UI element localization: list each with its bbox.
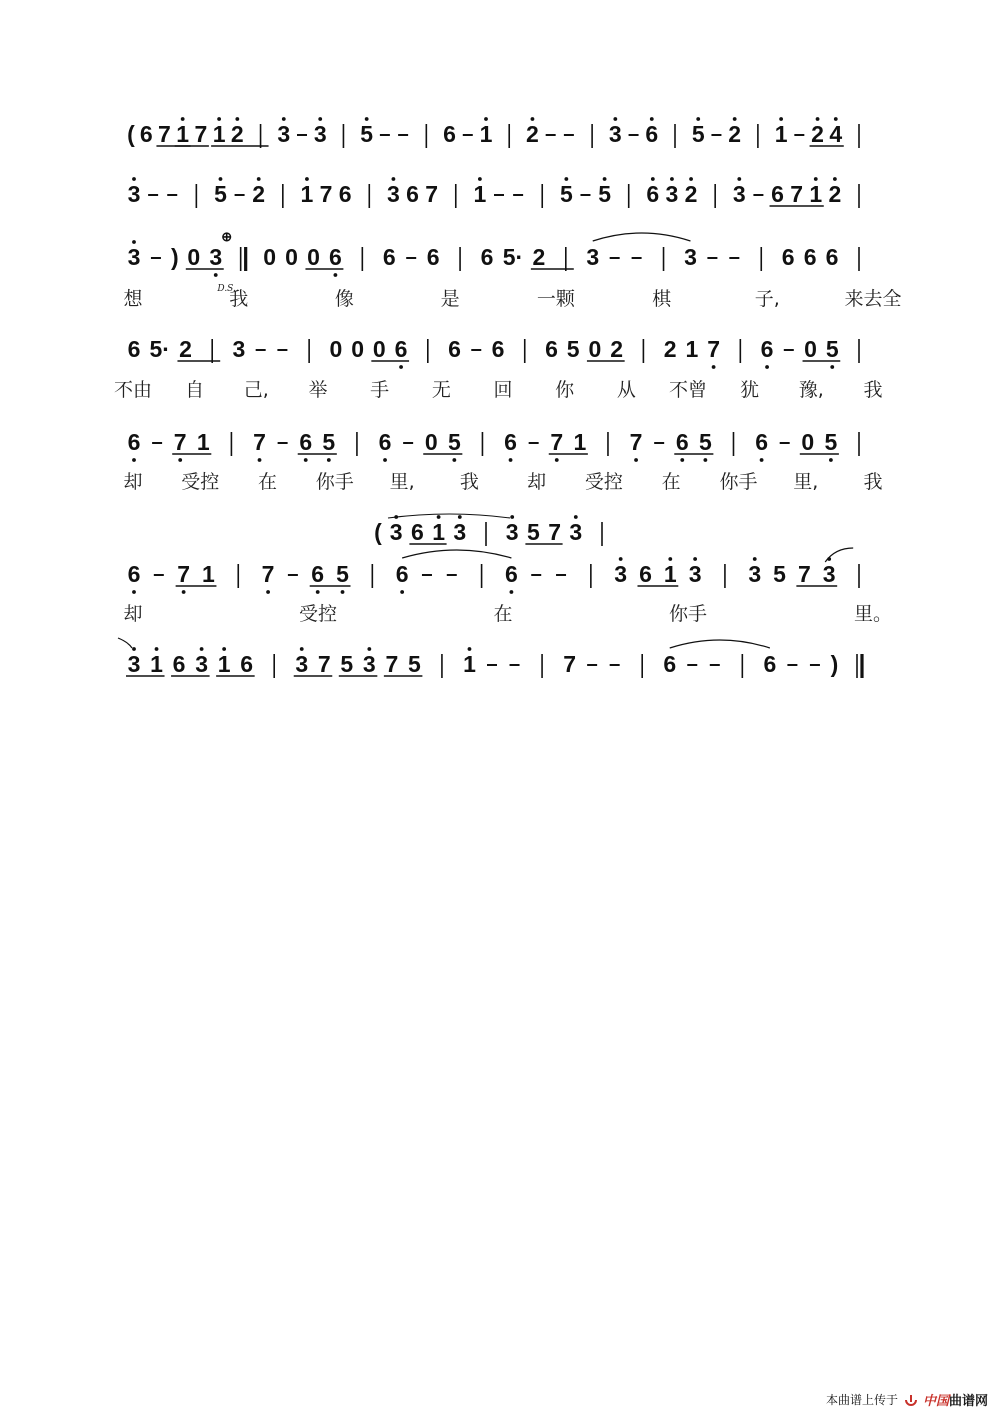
lyric-syllable: 我 <box>229 288 249 310</box>
line4-note: 0 <box>588 336 602 362</box>
line6-octave-dot-low <box>182 590 186 594</box>
line7-octave-dot-high <box>222 647 226 651</box>
ossia-note: 3 <box>569 519 583 545</box>
line5-note: 6 <box>675 429 689 455</box>
line5-note: 7 <box>173 429 187 455</box>
line7-note: 7 <box>563 651 576 677</box>
line3-paren: ) <box>171 244 179 270</box>
line5-note: 5 <box>322 429 336 455</box>
line4-note: 3 <box>232 336 246 362</box>
line1-octave-dot-high <box>779 117 783 121</box>
line7-note: 3 <box>295 651 309 677</box>
lyric-syllable: 里, <box>389 471 415 493</box>
line1-note: 6 <box>645 121 659 147</box>
line2-octave-dot-high <box>392 177 396 181</box>
ossia-note: 1 <box>432 519 445 545</box>
line5-note: 6 <box>378 429 392 455</box>
score-line-1 <box>127 117 859 148</box>
lyric-syllable: 却 <box>527 471 547 493</box>
ossia-octave-dot-high <box>574 515 578 519</box>
line6-octave-dot-high <box>753 557 757 561</box>
line2-note: 6 <box>646 181 660 207</box>
line2-note: 7 <box>319 181 333 207</box>
line1-note: 6 <box>443 121 456 147</box>
line3-note: 3 <box>586 244 600 270</box>
lyric-syllable: 来去全 <box>844 288 902 310</box>
line1-note: 4 <box>829 121 843 147</box>
line2-note: 3 <box>127 181 141 207</box>
line6-note: 3 <box>748 561 762 587</box>
line1-note: 7 <box>158 121 171 147</box>
line1-note: 2 <box>811 121 824 147</box>
line5-note: 5 <box>824 429 838 455</box>
line2-note: 3 <box>732 181 746 207</box>
lyric-syllable: 己, <box>243 379 269 401</box>
line7-note: 7 <box>385 651 399 677</box>
site-logo[interactable] <box>904 1390 988 1409</box>
line7-note: 6 <box>240 651 254 677</box>
line1-octave-dot-high <box>531 117 535 121</box>
lyric-syllable: 子, <box>754 288 780 310</box>
line2-note: 3 <box>387 181 400 207</box>
line7-note: 3 <box>195 651 208 677</box>
lyric-syllable: 我 <box>863 471 883 493</box>
lyric-syllable: 无 <box>431 379 451 401</box>
line4-note: 1 <box>685 336 699 362</box>
line6-note: 7 <box>261 561 275 587</box>
lyric-syllable: 是 <box>440 288 460 310</box>
line1-paren: ( <box>127 121 135 147</box>
line4-note: 2 <box>663 336 677 362</box>
lyric-syllable: 举 <box>308 379 328 401</box>
line7-note: 6 <box>172 651 186 677</box>
line1-octave-dot-high <box>834 117 838 121</box>
score-line-5 <box>123 429 882 493</box>
lyric-syllable: 受控 <box>298 603 338 625</box>
line7-note: 3 <box>127 651 141 677</box>
line1-octave-dot-high <box>217 117 221 121</box>
lyric-syllable: 犹 <box>740 379 760 401</box>
line4-note: 5 <box>825 336 839 362</box>
line5-octave-dot-low <box>327 458 331 462</box>
line7-tie-arc <box>670 640 770 648</box>
line7-note: 7 <box>317 651 331 677</box>
line4-note: 6 <box>127 336 141 362</box>
line3-octave-dot-low <box>334 273 338 277</box>
site-footer <box>826 1390 988 1409</box>
line6-octave-dot-low <box>266 590 270 594</box>
line5-note: 1 <box>196 429 210 455</box>
ossia-note: 6 <box>411 519 424 545</box>
line5-note: 7 <box>253 429 266 455</box>
line7-note: 6 <box>763 651 777 677</box>
lyric-syllable: 不曾 <box>668 379 708 401</box>
line6-octave-dot-high <box>619 557 623 561</box>
line6-note: 7 <box>797 561 811 587</box>
line6-note: 6 <box>505 561 518 587</box>
lyric-syllable: 在 <box>493 603 513 625</box>
line4-note: 6 <box>545 336 558 362</box>
line1-octave-dot-high <box>282 117 286 121</box>
line4-note: 5· <box>149 336 170 362</box>
line1-note: 1 <box>176 121 190 147</box>
line2-note: 6 <box>406 181 419 207</box>
line5-note: 0 <box>424 429 438 455</box>
line4-note: 0 <box>804 336 817 362</box>
line1-octave-dot-high <box>696 117 700 121</box>
line3-note: 2 <box>532 244 546 270</box>
line6-note: 1 <box>202 561 215 587</box>
lyric-syllable: 想 <box>123 288 143 310</box>
line6-octave-dot-high <box>693 557 697 561</box>
line3-note: 5· <box>502 244 524 270</box>
line4-octave-dot-low <box>399 365 403 369</box>
line3-note: 6 <box>825 244 839 270</box>
line3-octave-dot-low <box>214 273 218 277</box>
line5-octave-dot-low <box>178 458 182 462</box>
line1-octave-dot-high <box>650 117 654 121</box>
line1-note: 6 <box>139 121 153 147</box>
lyric-syllable: 你手 <box>315 471 354 493</box>
line4-note: 6 <box>394 336 408 362</box>
line3-note: 6 <box>803 244 817 270</box>
line6-octave-dot-low <box>341 590 345 594</box>
line2-note: 5 <box>214 181 227 207</box>
line3-note: 6 <box>480 244 494 270</box>
line4-note: 6 <box>760 336 774 362</box>
ossia-note: 5 <box>527 519 540 545</box>
line3-note: 6 <box>382 244 396 270</box>
line7-note: 6 <box>663 651 677 677</box>
site-name-red: 中国 <box>922 1394 949 1409</box>
line2-octave-dot-high <box>814 177 818 181</box>
line6-note: 3 <box>688 561 702 587</box>
line4-octave-dot-low <box>765 365 769 369</box>
line7-note: 1 <box>150 651 163 677</box>
music-note-logo-icon <box>904 1393 920 1407</box>
line4-note: 0 <box>372 336 386 362</box>
line1-note: 3 <box>313 121 327 147</box>
line7-note: 3 <box>362 651 376 677</box>
line6-note: 6 <box>311 561 325 587</box>
lyric-syllable: 一颗 <box>536 288 575 310</box>
line7-octave-dot-high <box>200 647 204 651</box>
score-line-7 <box>118 638 862 678</box>
line2-octave-dot-high <box>737 177 741 181</box>
lyric-syllable: 自 <box>185 379 205 401</box>
line7-octave-dot-high <box>468 647 472 651</box>
line3-note: 3 <box>127 244 141 270</box>
line6-note: 7 <box>177 561 191 587</box>
line6-note: 6 <box>395 561 409 587</box>
line1-octave-dot-high <box>733 117 737 121</box>
lyric-syllable: 不由 <box>113 379 153 401</box>
lyric-syllable: 我 <box>863 379 883 401</box>
line1-note: 1 <box>774 121 788 147</box>
line4-note: 7 <box>707 336 720 362</box>
line2-octave-dot-high <box>132 177 136 181</box>
line4-note: 6 <box>448 336 461 362</box>
line5-octave-dot-low <box>634 458 638 462</box>
lyric-syllable: 在 <box>661 471 681 493</box>
line1-note: 5 <box>360 121 374 147</box>
line2-note: 1 <box>473 181 487 207</box>
line5-note: 7 <box>629 429 643 455</box>
line7-note: 5 <box>340 651 354 677</box>
line5-note: 6 <box>755 429 768 455</box>
line7-octave-dot-high <box>367 647 371 651</box>
line2-note: 6 <box>771 181 784 207</box>
line5-note: 7 <box>550 429 564 455</box>
line4-octave-dot-low <box>712 365 716 369</box>
line2-octave-dot-high <box>564 177 568 181</box>
line3-note: 6 <box>426 244 440 270</box>
ossia-octave-dot-high <box>458 515 462 519</box>
line5-octave-dot-low <box>383 458 387 462</box>
line2-note: 1 <box>809 181 823 207</box>
lyric-syllable: 却 <box>123 471 143 493</box>
line6-note: 3 <box>822 561 836 587</box>
line4-note: 6 <box>491 336 505 362</box>
line5-octave-dot-low <box>760 458 764 462</box>
line7-note: 1 <box>217 651 231 677</box>
ossia-note: 3 <box>453 519 467 545</box>
lyric-syllable: 却 <box>123 603 143 625</box>
line5-note: 6 <box>127 429 141 455</box>
lyric-syllable: 里。 <box>853 603 893 625</box>
line2-octave-dot-high <box>305 177 309 181</box>
line3-octave-dot-high <box>132 240 136 244</box>
line7-octave-dot-high <box>132 647 136 651</box>
line3-ds-mark: D.S. <box>217 284 236 294</box>
score-line-6 <box>123 514 892 625</box>
line5-octave-dot-low <box>304 458 308 462</box>
line5-octave-dot-low <box>703 458 707 462</box>
score-line-2 <box>128 177 859 208</box>
line3-note: 0 <box>263 244 276 270</box>
line7-paren: ) <box>830 651 839 677</box>
line1-note: 2 <box>728 121 742 147</box>
line1-octave-dot-high <box>613 117 617 121</box>
line4-octave-dot-low <box>830 365 834 369</box>
line6-note: 6 <box>127 561 141 587</box>
lyric-syllable: 像 <box>334 288 354 310</box>
line2-octave-dot-high <box>219 177 223 181</box>
line3-coda-sign: ⊕ <box>221 229 233 244</box>
line5-note: 5 <box>698 429 712 455</box>
line6-octave-dot-low <box>400 590 404 594</box>
score-line-3 <box>123 229 901 310</box>
line1-octave-dot-high <box>235 117 239 121</box>
line6-tie-arc <box>402 550 511 558</box>
line7-octave-dot-high <box>300 647 304 651</box>
line2-octave-dot-high <box>833 177 837 181</box>
line1-octave-dot-high <box>365 117 369 121</box>
line4-note: 5 <box>566 336 580 362</box>
line2-note: 2 <box>828 181 842 207</box>
line2-octave-dot-high <box>689 177 693 181</box>
line2-octave-dot-high <box>603 177 607 181</box>
line1-octave-dot-high <box>181 117 185 121</box>
line3-note: 0 <box>285 244 298 270</box>
line1-note: 5 <box>691 121 705 147</box>
upload-caption: 本曲谱上传于 <box>825 1393 898 1407</box>
line6-note: 6 <box>639 561 652 587</box>
site-name-dark: 曲谱网 <box>948 1394 988 1409</box>
lyric-syllable: 豫, <box>798 379 824 401</box>
line6-note: 5 <box>336 561 349 587</box>
line6-note: 3 <box>614 561 628 587</box>
line2-note: 3 <box>665 181 679 207</box>
line2-note: 6 <box>338 181 352 207</box>
line6-note: 5 <box>773 561 786 587</box>
line5-octave-dot-low <box>258 458 262 462</box>
line5-note: 6 <box>299 429 313 455</box>
line2-note: 2 <box>252 181 266 207</box>
line3-note: 0 <box>307 244 320 270</box>
lyric-syllable: 回 <box>493 379 513 401</box>
line5-octave-dot-low <box>829 458 833 462</box>
line6-octave-dot-low <box>316 590 320 594</box>
line4-note: 0 <box>329 336 343 362</box>
lyric-syllable: 在 <box>258 471 278 493</box>
line5-note: 6 <box>504 429 517 455</box>
lyric-syllable: 从 <box>616 379 636 401</box>
lyric-syllable: 受控 <box>181 471 220 493</box>
line5-octave-dot-low <box>555 458 559 462</box>
line2-octave-dot-high <box>478 177 482 181</box>
line2-note: 5 <box>559 181 573 207</box>
line1-note: 1 <box>479 121 493 147</box>
line5-note: 0 <box>801 429 815 455</box>
lyric-syllable: 里, <box>793 471 819 493</box>
line4-note: 2 <box>610 336 624 362</box>
lyric-syllable: 我 <box>459 471 479 493</box>
score-systems <box>114 117 902 678</box>
line1-octave-dot-high <box>484 117 488 121</box>
line7-octave-dot-high <box>155 647 159 651</box>
line2-note: 5 <box>598 181 611 207</box>
lyric-syllable: 棋 <box>652 288 672 310</box>
line1-octave-dot-high <box>318 117 322 121</box>
line7-note: 5 <box>408 651 421 677</box>
line5-octave-dot-low <box>680 458 684 462</box>
line2-note: 2 <box>684 181 698 207</box>
line5-note: 1 <box>573 429 587 455</box>
line2-octave-dot-high <box>670 177 674 181</box>
line3-note: 3 <box>209 244 223 270</box>
ossia-note: 3 <box>389 519 403 545</box>
line6-octave-dot-low <box>510 590 514 594</box>
line4-note: 0 <box>351 336 364 362</box>
line1-note: 2 <box>230 121 244 147</box>
line1-note: 1 <box>212 121 226 147</box>
ossia-paren: ( <box>374 519 382 545</box>
ossia-note: 3 <box>505 519 519 545</box>
line1-note: 3 <box>608 121 622 147</box>
lyric-syllable: 你 <box>555 379 575 401</box>
line4-note: 2 <box>179 336 192 362</box>
line5-octave-dot-low <box>452 458 456 462</box>
line5-note: 5 <box>447 429 461 455</box>
lyric-syllable: 手 <box>370 379 390 401</box>
line6-octave-dot-low <box>132 590 136 594</box>
lyric-syllable: 你手 <box>719 471 758 493</box>
line2-octave-dot-high <box>257 177 261 181</box>
ossia-slur <box>388 514 510 518</box>
line3-tie-arc <box>593 233 691 241</box>
line6-octave-dot-high <box>668 557 672 561</box>
line7-note: 1 <box>463 651 476 677</box>
line2-note: 1 <box>300 181 314 207</box>
line1-note: 7 <box>194 121 208 147</box>
ossia-note: 7 <box>548 519 561 545</box>
line1-note: 3 <box>277 121 291 147</box>
line2-note: 7 <box>425 181 439 207</box>
line3-note: 0 <box>187 244 201 270</box>
line1-octave-dot-high <box>816 117 820 121</box>
ossia-octave-dot-high <box>510 515 514 519</box>
lyric-syllable: 受控 <box>584 471 623 493</box>
line3-note: 3 <box>684 244 697 270</box>
line7-tie-close <box>118 638 132 648</box>
score-line-4 <box>114 336 883 401</box>
ossia-octave-dot-high <box>437 515 441 519</box>
line2-note: 7 <box>790 181 804 207</box>
line2-octave-dot-high <box>651 177 655 181</box>
lyric-syllable: 你手 <box>668 603 708 625</box>
line1-note: 2 <box>526 121 539 147</box>
line3-note: 6 <box>781 244 795 270</box>
line5-octave-dot-low <box>132 458 136 462</box>
line3-note: 6 <box>329 244 342 270</box>
line6-note: 1 <box>663 561 677 587</box>
line5-octave-dot-low <box>509 458 513 462</box>
